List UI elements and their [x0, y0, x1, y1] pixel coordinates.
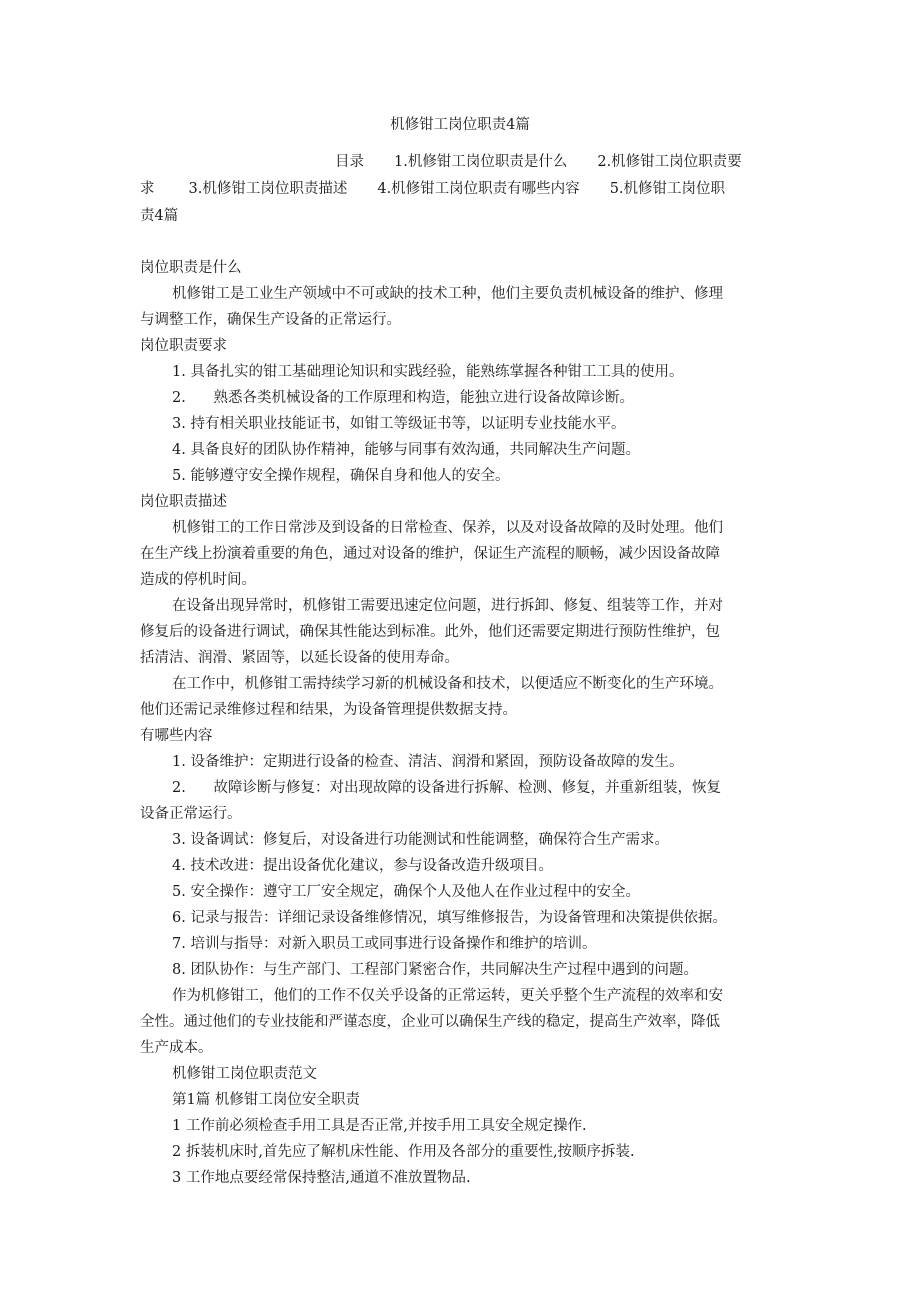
s2-list-item-2: 2. 熟悉各类机械设备的工作原理和构造，能独立进行设备故障诊断。: [172, 390, 634, 406]
toc-item-5-cont[interactable]: 责4篇: [140, 208, 179, 224]
s2-list-item-4: 4. 具备良好的团队协作精神，能够与同事有效沟通，共同解决生产问题。: [172, 442, 640, 458]
s5-list-item-2: 2 拆装机床时,首先应了解机床性能、作用及各部分的重要性,按顺序拆装.: [172, 1144, 635, 1160]
s4-list-item-5: 5. 安全操作：遵守工厂安全规定，确保个人及他人在作业过程中的安全。: [172, 884, 640, 900]
section-heading-4: 有哪些内容: [140, 728, 213, 744]
s1-para-line-2: 与调整工作，确保生产设备的正常运行。: [140, 312, 401, 328]
document-title: 机修钳工岗位职责4篇: [390, 117, 530, 133]
s4-para-line-1: 作为机修钳工，他们的工作不仅关乎设备的正常运转，更关乎整个生产流程的效率和安: [172, 988, 723, 1004]
s3-para-3-line-2: 他们还需记录维修过程和结果，为设备管理提供数据支持。: [140, 702, 517, 718]
section-heading-1: 岗位职责是什么: [140, 260, 242, 276]
s4-para-line-3: 生产成本。: [140, 1040, 213, 1056]
s4-list-item-2: 2. 故障诊断与修复：对出现故障的设备进行拆解、检测、修复，并重新组装，恢复: [172, 780, 721, 796]
s3-para-1-line-1: 机修钳工的工作日常涉及到设备的日常检查、保养，以及对设备故障的及时处理。他们: [172, 520, 723, 536]
toc-line-1: [335, 152, 742, 172]
section-heading-5: 机修钳工岗位职责范文: [172, 1066, 317, 1082]
s4-list-item-6: 6. 记录与报告：详细记录设备维修情况，填写维修报告，为设备管理和决策提供依据。: [172, 910, 727, 926]
s4-list-item-1: 1. 设备维护：定期进行设备的检查、清洁、润滑和紧固，预防设备故障的发生。: [172, 754, 684, 770]
s4-list-item-4: 4. 技术改进：提出设备优化建议，参与设备改造升级项目。: [172, 858, 553, 874]
s4-para-line-2: 全性。通过他们的专业技能和严谨态度，企业可以确保生产线的稳定，提高生产效率，降低: [140, 1014, 720, 1030]
section-heading-3: 岗位职责描述: [140, 494, 227, 510]
toc-item-3[interactable]: 3.机修钳工岗位职责描述: [188, 181, 348, 197]
s4-list-item-7: 7. 培训与指导：对新入职员工或同事进行设备操作和维护的培训。: [172, 936, 597, 952]
s3-para-2-line-3: 括清洁、润滑、紧固等，以延长设备的使用寿命。: [140, 650, 459, 666]
toc-line-2: [140, 179, 725, 199]
s3-para-1-line-2: 在生产线上扮演着重要的角色，通过对设备的维护，保证生产流程的顺畅，减少因设备故障: [140, 546, 720, 562]
s5-list-item-3: 3 工作地点要经常保持整洁,通道不准放置物品.: [172, 1170, 471, 1186]
toc-label: 目录: [335, 154, 364, 170]
s3-para-3-line-1: 在工作中，机修钳工需持续学习新的机械设备和技术，以便适应不断变化的生产环境。: [172, 676, 723, 692]
toc-item-2[interactable]: 2.机修钳工岗位职责要: [597, 154, 742, 170]
s2-list-item-1: 1. 具备扎实的钳工基础理论知识和实践经验，能熟练掌握各种钳工工具的使用。: [172, 364, 684, 380]
s3-para-2-line-1: 在设备出现异常时，机修钳工需要迅速定位问题，进行拆卸、修复、组装等工作，并对: [172, 598, 723, 614]
s4-list-item-3: 3. 设备调试：修复后，对设备进行功能测试和性能调整，确保符合生产需求。: [172, 832, 669, 848]
s5-subheading: 第1篇 机修钳工岗位安全职责: [172, 1092, 360, 1108]
s1-para-line-1: 机修钳工是工业生产领域中不可或缺的技术工种，他们主要负责机械设备的维护、修理: [172, 286, 723, 302]
s2-list-item-5: 5. 能够遵守安全操作规程，确保自身和他人的安全。: [172, 468, 510, 484]
toc-item-2-cont[interactable]: 求: [140, 181, 155, 197]
toc-item-5[interactable]: 5.机修钳工岗位职: [609, 181, 726, 197]
s3-para-1-line-3: 造成的停机时间。: [140, 572, 256, 588]
toc-item-4[interactable]: 4.机修钳工岗位职责有哪些内容: [377, 181, 580, 197]
s4-list-item-2-cont: 设备正常运行。: [140, 806, 242, 822]
s2-list-item-3: 3. 持有相关职业技能证书，如钳工等级证书等，以证明专业技能水平。: [172, 416, 626, 432]
s5-list-item-1: 1 工作前必须检查手用工具是否正常,并按手用工具安全规定操作.: [172, 1118, 587, 1134]
s4-list-item-8: 8. 团队协作：与生产部门、工程部门紧密合作，共同解决生产过程中遇到的问题。: [172, 962, 698, 978]
section-heading-2: 岗位职责要求: [140, 338, 227, 354]
toc-item-1[interactable]: 1.机修钳工岗位职责是什么: [394, 154, 568, 170]
s3-para-2-line-2: 修复后的设备进行调试，确保其性能达到标准。此外，他们还需要定期进行预防性维护，包: [140, 624, 720, 640]
